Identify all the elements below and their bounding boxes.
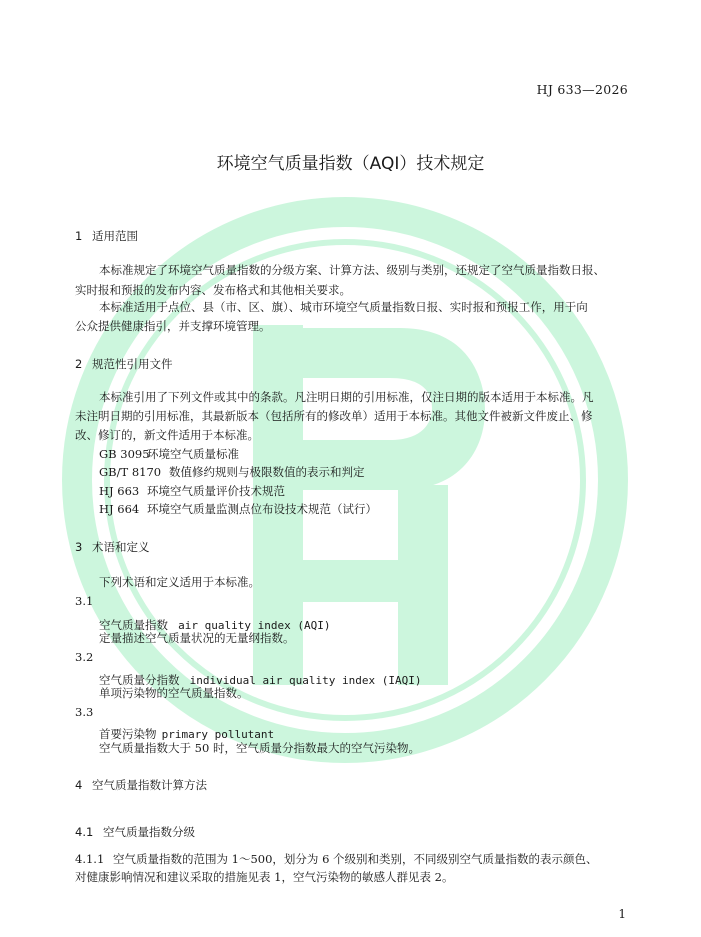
section-number: 2	[75, 357, 83, 371]
document-code: HJ 633—2026	[536, 82, 628, 97]
scope-paragraph-1-line-2: 实时报和预报的发布内容、发布格式和其他相关要求。	[75, 283, 351, 297]
ref-name: 环境空气质量监测点位布设技术规范（试行）	[147, 502, 377, 516]
watermark-bar-right	[398, 485, 448, 685]
term-definition: 定量描述空气质量状况的无量纲指数。	[99, 631, 295, 645]
term-zh: 首要污染物	[99, 727, 157, 741]
section-title: 规范性引用文件	[92, 357, 173, 371]
term-number: 3.3	[75, 705, 94, 719]
ref-name: 环境空气质量评价技术规范	[147, 484, 285, 498]
watermark-crossbar	[303, 560, 398, 602]
clause-4-1-1-line-2: 对健康影响情况和建议采取的措施见表 1，空气污染物的敏感人群见表 2。	[75, 870, 454, 884]
section-title: 空气质量指数计算方法	[92, 778, 207, 792]
subsection-number: 4.1	[75, 825, 94, 839]
section-title: 适用范围	[92, 229, 138, 243]
term-zh: 空气质量指数	[99, 618, 168, 632]
ref-name: 环境空气质量标准	[147, 447, 239, 461]
ref-name: 数值修约规则与极限数值的表示和判定	[169, 465, 365, 479]
term-definition: 单项污染物的空气质量指数。	[99, 686, 249, 700]
scope-paragraph-2-line-2: 公众提供健康指引，并支撑环境管理。	[75, 319, 271, 333]
ref-code: HJ 663	[99, 484, 140, 498]
section-number: 3	[75, 540, 83, 554]
section-heading-3	[75, 539, 150, 555]
section-title: 术语和定义	[92, 540, 150, 554]
term-definition: 空气质量指数大于 50 时，空气质量分指数最大的空气污染物。	[99, 741, 420, 755]
term-zh: 空气质量分指数	[99, 673, 180, 687]
refs-intro-line-3: 改、修订的，新文件适用于本标准。	[75, 428, 259, 442]
term-en: air quality index (AQI)	[178, 619, 331, 632]
ref-code: GB/T 8170	[99, 465, 162, 479]
ref-code: HJ 664	[99, 502, 140, 516]
scope-paragraph-1-line-1: 本标准规定了环境空气质量指数的分级方案、计算方法、级别与类别，还规定了空气质量指数日报、	[99, 263, 605, 277]
term-number: 3.2	[75, 650, 94, 664]
term-en: individual air quality index (IAQI)	[189, 674, 422, 687]
subsection-title: 空气质量指数分级	[103, 825, 195, 839]
section-heading-2	[75, 356, 173, 372]
term-number: 3.1	[75, 594, 94, 608]
refs-intro-line-1: 本标准引用了下列文件或其中的条款。凡注明日期的引用标准，仅注日期的版本适用于本标准。凡	[99, 390, 594, 404]
page-number: 1	[618, 907, 626, 921]
section-heading-1	[75, 228, 138, 244]
terms-intro: 下列术语和定义适用于本标准。	[99, 575, 260, 589]
ref-code: GB 3095	[99, 447, 150, 461]
section-number: 1	[75, 229, 83, 243]
section-number: 4	[75, 778, 83, 792]
document-title: 环境空气质量指数（AQI）技术规定	[216, 154, 485, 174]
clause-number: 4.1.1	[75, 852, 105, 866]
scope-paragraph-2-line-1: 本标准适用于点位、县（市、区、旗）、城市环境空气质量指数日报、实时报和预报工作，用于向	[99, 300, 588, 314]
clause-text: 空气质量指数的范围为 1～500，划分为 6 个级别和类别，不同级别空气质量指数的表示颜色、	[113, 852, 598, 866]
section-heading-4	[75, 777, 207, 793]
term-en: primary pollutant	[161, 728, 275, 741]
ref-item	[99, 499, 377, 520]
subsection-heading-4-1	[75, 824, 195, 840]
ref-item	[99, 462, 365, 483]
refs-intro-line-2: 未注明日期的引用标准，其最新版本（包括所有的修改单）适用于本标准。其他文件被新文件废止、修	[75, 409, 593, 423]
